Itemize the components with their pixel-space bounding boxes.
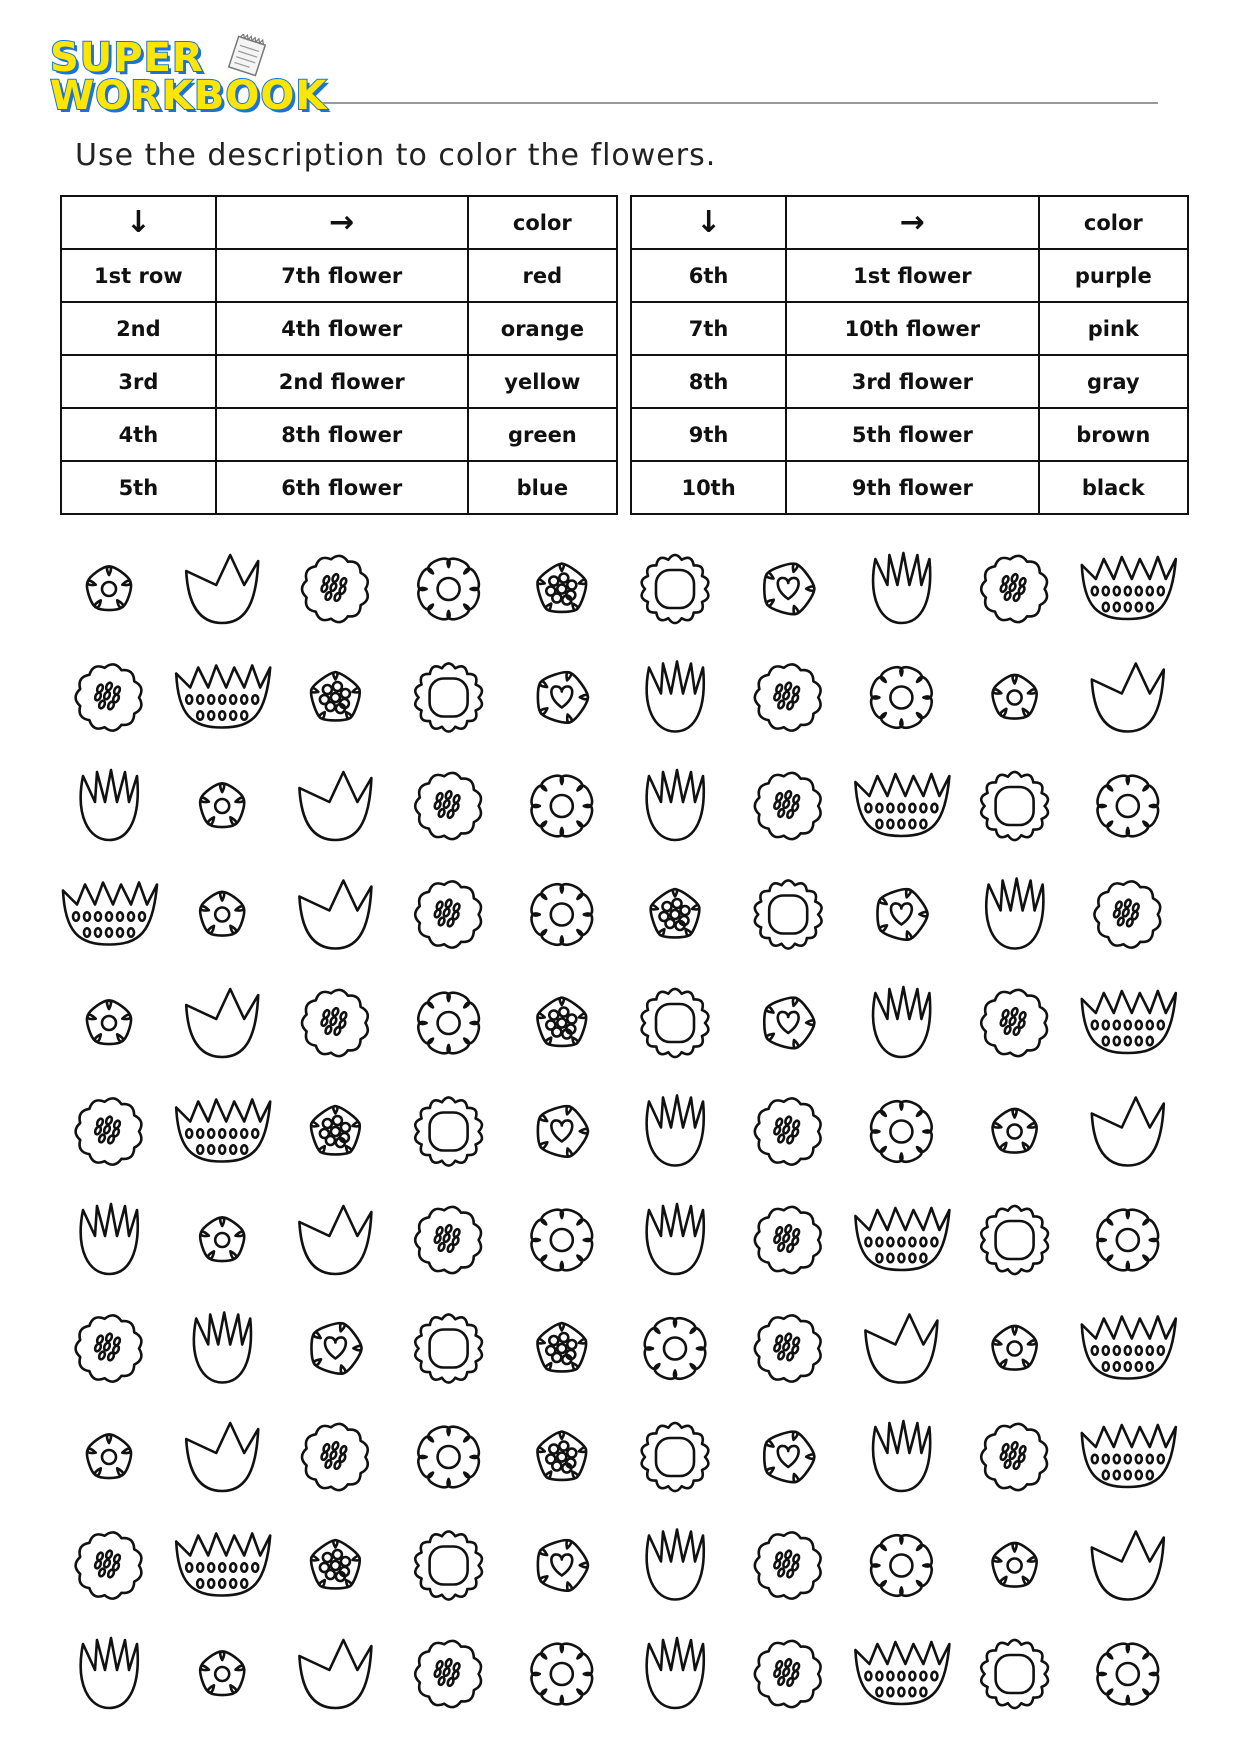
flower-daisy-r9-c1[interactable]	[87, 1434, 131, 1478]
flower-seed-round-r4-c4[interactable]	[415, 881, 481, 947]
row-cell: 8th	[631, 355, 786, 408]
flower-tulip-crown-r4-c3[interactable]	[299, 881, 371, 949]
down-arrow-icon: ↓	[631, 196, 786, 249]
flower-seed-round-r8-c1[interactable]	[76, 1315, 142, 1381]
flower-sun-r1-c6[interactable]	[642, 555, 709, 623]
flower-crown-seeds-r8-c10[interactable]	[1082, 1317, 1176, 1379]
flower-ring-daisy-r3-c10[interactable]	[1098, 776, 1159, 837]
flower-dotted-daisy-r9-c5[interactable]	[537, 1432, 586, 1480]
flower-ring-daisy-r2-c8[interactable]	[871, 667, 932, 728]
color-header: color	[468, 196, 617, 249]
flower-tulip-fringe-r6-c6[interactable]	[647, 1096, 704, 1166]
flower-ring-daisy-r6-c8[interactable]	[871, 1101, 932, 1162]
flower-seed-round-r5-c3[interactable]	[302, 990, 368, 1056]
row-cell: 5th	[61, 461, 216, 514]
down-arrow-icon: ↓	[61, 196, 216, 249]
flower-tulip-crown-r1-c2[interactable]	[186, 555, 258, 623]
flower-seed-round-r11-c4[interactable]	[415, 1641, 481, 1707]
color-cell: red	[468, 249, 617, 302]
flower-tulip-crown-r7-c3[interactable]	[299, 1206, 371, 1274]
flower-sun-r2-c4[interactable]	[415, 663, 482, 731]
flower-crown-seeds-r3-c8[interactable]	[855, 774, 949, 836]
flower-tulip-crown-r10-c10[interactable]	[1092, 1532, 1164, 1600]
color-cell: pink	[1039, 302, 1188, 355]
flower-daisy-r3-c2[interactable]	[200, 783, 244, 827]
flower-daisy-r11-c2[interactable]	[200, 1651, 244, 1695]
instruction-text: Use the description to color the flowers.	[75, 138, 717, 173]
flower-tulip-crown-r11-c3[interactable]	[299, 1640, 371, 1708]
flower-dotted-daisy-r5-c5[interactable]	[537, 998, 586, 1046]
flower-tulip-fringe-r5-c8[interactable]	[873, 987, 930, 1057]
flower-seed-round-r7-c4[interactable]	[415, 1207, 481, 1273]
right-arrow-icon: →	[786, 196, 1038, 249]
flower-tulip-fringe-r10-c6[interactable]	[647, 1530, 704, 1600]
flower-seed-round-r2-c7[interactable]	[755, 664, 821, 730]
flower-seed-round-r11-c7[interactable]	[755, 1641, 821, 1707]
flower-heart-r2-c5[interactable]	[538, 672, 588, 722]
flower-tulip-crown-r6-c10[interactable]	[1092, 1098, 1164, 1166]
flower-seed-round-r8-c7[interactable]	[755, 1315, 821, 1381]
flower-tulip-fringe-r4-c9[interactable]	[986, 879, 1043, 949]
color-cell: gray	[1039, 355, 1188, 408]
flower-seed-round-r9-c9[interactable]	[981, 1424, 1047, 1490]
flower-dotted-daisy-r10-c3[interactable]	[311, 1540, 360, 1588]
flower-seed-round-r1-c9[interactable]	[981, 556, 1047, 622]
flower-tulip-fringe-r7-c6[interactable]	[647, 1204, 704, 1274]
flower-crown-seeds-r10-c2[interactable]	[176, 1534, 270, 1596]
flower-tulip-fringe-r3-c1[interactable]	[81, 770, 138, 840]
flower-crown-seeds-r1-c10[interactable]	[1082, 557, 1176, 619]
flower-tulip-crown-r2-c10[interactable]	[1092, 664, 1164, 732]
flower-dotted-daisy-r8-c5[interactable]	[537, 1323, 586, 1371]
flower-ring-daisy-r9-c4[interactable]	[418, 1427, 479, 1488]
flower-seed-round-r10-c1[interactable]	[76, 1532, 142, 1598]
flower-seed-round-r4-c10[interactable]	[1094, 881, 1160, 947]
flower-seed-round-r7-c7[interactable]	[755, 1207, 821, 1273]
right-arrow-icon: →	[216, 196, 468, 249]
flower-tulip-crown-r3-c3[interactable]	[299, 772, 371, 840]
flower-daisy-r5-c1[interactable]	[87, 1000, 131, 1044]
flower-daisy-r6-c9[interactable]	[993, 1109, 1037, 1153]
flower-dotted-daisy-r6-c3[interactable]	[311, 1106, 360, 1154]
flower-heart-r1-c7[interactable]	[764, 564, 814, 614]
flower-ring-daisy-r8-c6[interactable]	[645, 1318, 706, 1379]
flower-tulip-fringe-r1-c8[interactable]	[873, 553, 930, 623]
flower-ring-daisy-r11-c5[interactable]	[532, 1644, 593, 1705]
flower-seed-round-r3-c7[interactable]	[755, 773, 821, 839]
row-cell: 9th	[631, 408, 786, 461]
flower-tulip-fringe-r11-c6[interactable]	[647, 1638, 704, 1708]
flower-ring-daisy-r7-c10[interactable]	[1098, 1210, 1159, 1271]
flower-dotted-daisy-r1-c5[interactable]	[537, 564, 586, 612]
flower-seed-round-r6-c1[interactable]	[76, 1098, 142, 1164]
flower-sun-r10-c4[interactable]	[415, 1531, 482, 1599]
flower-tulip-fringe-r3-c6[interactable]	[647, 770, 704, 840]
flower-sun-r7-c9[interactable]	[981, 1206, 1048, 1274]
flower-crown-seeds-r5-c10[interactable]	[1082, 991, 1176, 1053]
flower-sun-r3-c9[interactable]	[981, 772, 1048, 840]
flower-cell: 5th flower	[786, 408, 1038, 461]
flower-tulip-fringe-r11-c1[interactable]	[81, 1638, 138, 1708]
flower-tulip-crown-r5-c2[interactable]	[186, 989, 258, 1057]
flower-cell: 1st flower	[786, 249, 1038, 302]
color-cell: black	[1039, 461, 1188, 514]
flower-crown-seeds-r7-c8[interactable]	[855, 1208, 949, 1270]
flower-seed-round-r1-c3[interactable]	[302, 556, 368, 622]
flower-tulip-crown-r8-c8[interactable]	[865, 1315, 937, 1383]
flower-daisy-r1-c1[interactable]	[87, 566, 131, 610]
flower-seed-round-r6-c7[interactable]	[755, 1098, 821, 1164]
flower-heart-r8-c3[interactable]	[311, 1323, 361, 1373]
row-cell: 3rd	[61, 355, 216, 408]
flower-tulip-fringe-r8-c2[interactable]	[194, 1313, 251, 1383]
color-cell: orange	[468, 302, 617, 355]
row-cell: 10th	[631, 461, 786, 514]
flower-crown-seeds-r2-c2[interactable]	[176, 666, 270, 728]
flower-cell: 8th flower	[216, 408, 468, 461]
flower-heart-r4-c8[interactable]	[877, 889, 927, 939]
color-cell: purple	[1039, 249, 1188, 302]
row-cell: 1st row	[61, 249, 216, 302]
flower-heart-r10-c5[interactable]	[538, 1540, 588, 1590]
flower-ring-daisy-r11-c10[interactable]	[1098, 1644, 1159, 1705]
flower-cell: 3rd flower	[786, 355, 1038, 408]
row-cell: 2nd	[61, 302, 216, 355]
color-cell: brown	[1039, 408, 1188, 461]
flower-sun-r9-c6[interactable]	[642, 1423, 709, 1491]
flower-tulip-crown-r9-c2[interactable]	[186, 1423, 258, 1491]
flower-crown-seeds-r6-c2[interactable]	[176, 1100, 270, 1162]
flower-ring-daisy-r7-c5[interactable]	[532, 1210, 593, 1271]
flower-ring-daisy-r1-c4[interactable]	[418, 559, 479, 620]
row-cell: 6th	[631, 249, 786, 302]
color-cell: yellow	[468, 355, 617, 408]
flower-daisy-r8-c9[interactable]	[993, 1326, 1037, 1370]
color-cell: blue	[468, 461, 617, 514]
flower-daisy-r10-c9[interactable]	[993, 1543, 1037, 1587]
flower-cell: 9th flower	[786, 461, 1038, 514]
flower-daisy-r4-c2[interactable]	[200, 892, 244, 936]
flower-cell: 2nd flower	[216, 355, 468, 408]
flower-sun-r11-c9[interactable]	[981, 1640, 1048, 1708]
flower-cell: 10th flower	[786, 302, 1038, 355]
flower-sun-r6-c4[interactable]	[415, 1097, 482, 1165]
flower-seed-round-r3-c4[interactable]	[415, 773, 481, 839]
flower-sun-r8-c4[interactable]	[415, 1314, 482, 1382]
flower-seed-round-r10-c7[interactable]	[755, 1532, 821, 1598]
flower-heart-r5-c7[interactable]	[764, 998, 814, 1048]
flower-seed-round-r9-c3[interactable]	[302, 1424, 368, 1490]
flower-dotted-daisy-r2-c3[interactable]	[311, 672, 360, 720]
flower-ring-daisy-r3-c5[interactable]	[532, 776, 593, 837]
flower-tulip-fringe-r2-c6[interactable]	[647, 662, 704, 732]
flower-ring-daisy-r10-c8[interactable]	[871, 1535, 932, 1596]
flower-tulip-fringe-r9-c8[interactable]	[873, 1421, 930, 1491]
row-cell: 7th	[631, 302, 786, 355]
flower-heart-r9-c7[interactable]	[764, 1432, 814, 1482]
brand-line-1: SUPER	[50, 35, 204, 81]
flower-cell: 6th flower	[216, 461, 468, 514]
flower-sun-r5-c6[interactable]	[642, 989, 709, 1057]
flower-ring-daisy-r4-c5[interactable]	[532, 884, 593, 945]
flower-ring-daisy-r5-c4[interactable]	[418, 993, 479, 1054]
flower-crown-seeds-r11-c8[interactable]	[855, 1642, 949, 1704]
flower-crown-seeds-r4-c1[interactable]	[63, 883, 157, 945]
row-cell: 4th	[61, 408, 216, 461]
color-cell: green	[468, 408, 617, 461]
brand-line-2: WORKBOOK	[50, 73, 328, 119]
flower-seed-round-r2-c1[interactable]	[76, 664, 142, 730]
flower-cell: 7th flower	[216, 249, 468, 302]
flower-sun-r4-c7[interactable]	[755, 880, 822, 948]
flower-dotted-daisy-r4-c6[interactable]	[651, 889, 700, 937]
flower-heart-r6-c5[interactable]	[538, 1106, 588, 1156]
flower-daisy-r2-c9[interactable]	[993, 675, 1037, 719]
flower-daisy-r7-c2[interactable]	[200, 1217, 244, 1261]
color-header: color	[1039, 196, 1188, 249]
flower-tulip-fringe-r7-c1[interactable]	[81, 1204, 138, 1274]
flower-cell: 4th flower	[216, 302, 468, 355]
flower-crown-seeds-r9-c10[interactable]	[1082, 1425, 1176, 1487]
flower-seed-round-r5-c9[interactable]	[981, 990, 1047, 1056]
